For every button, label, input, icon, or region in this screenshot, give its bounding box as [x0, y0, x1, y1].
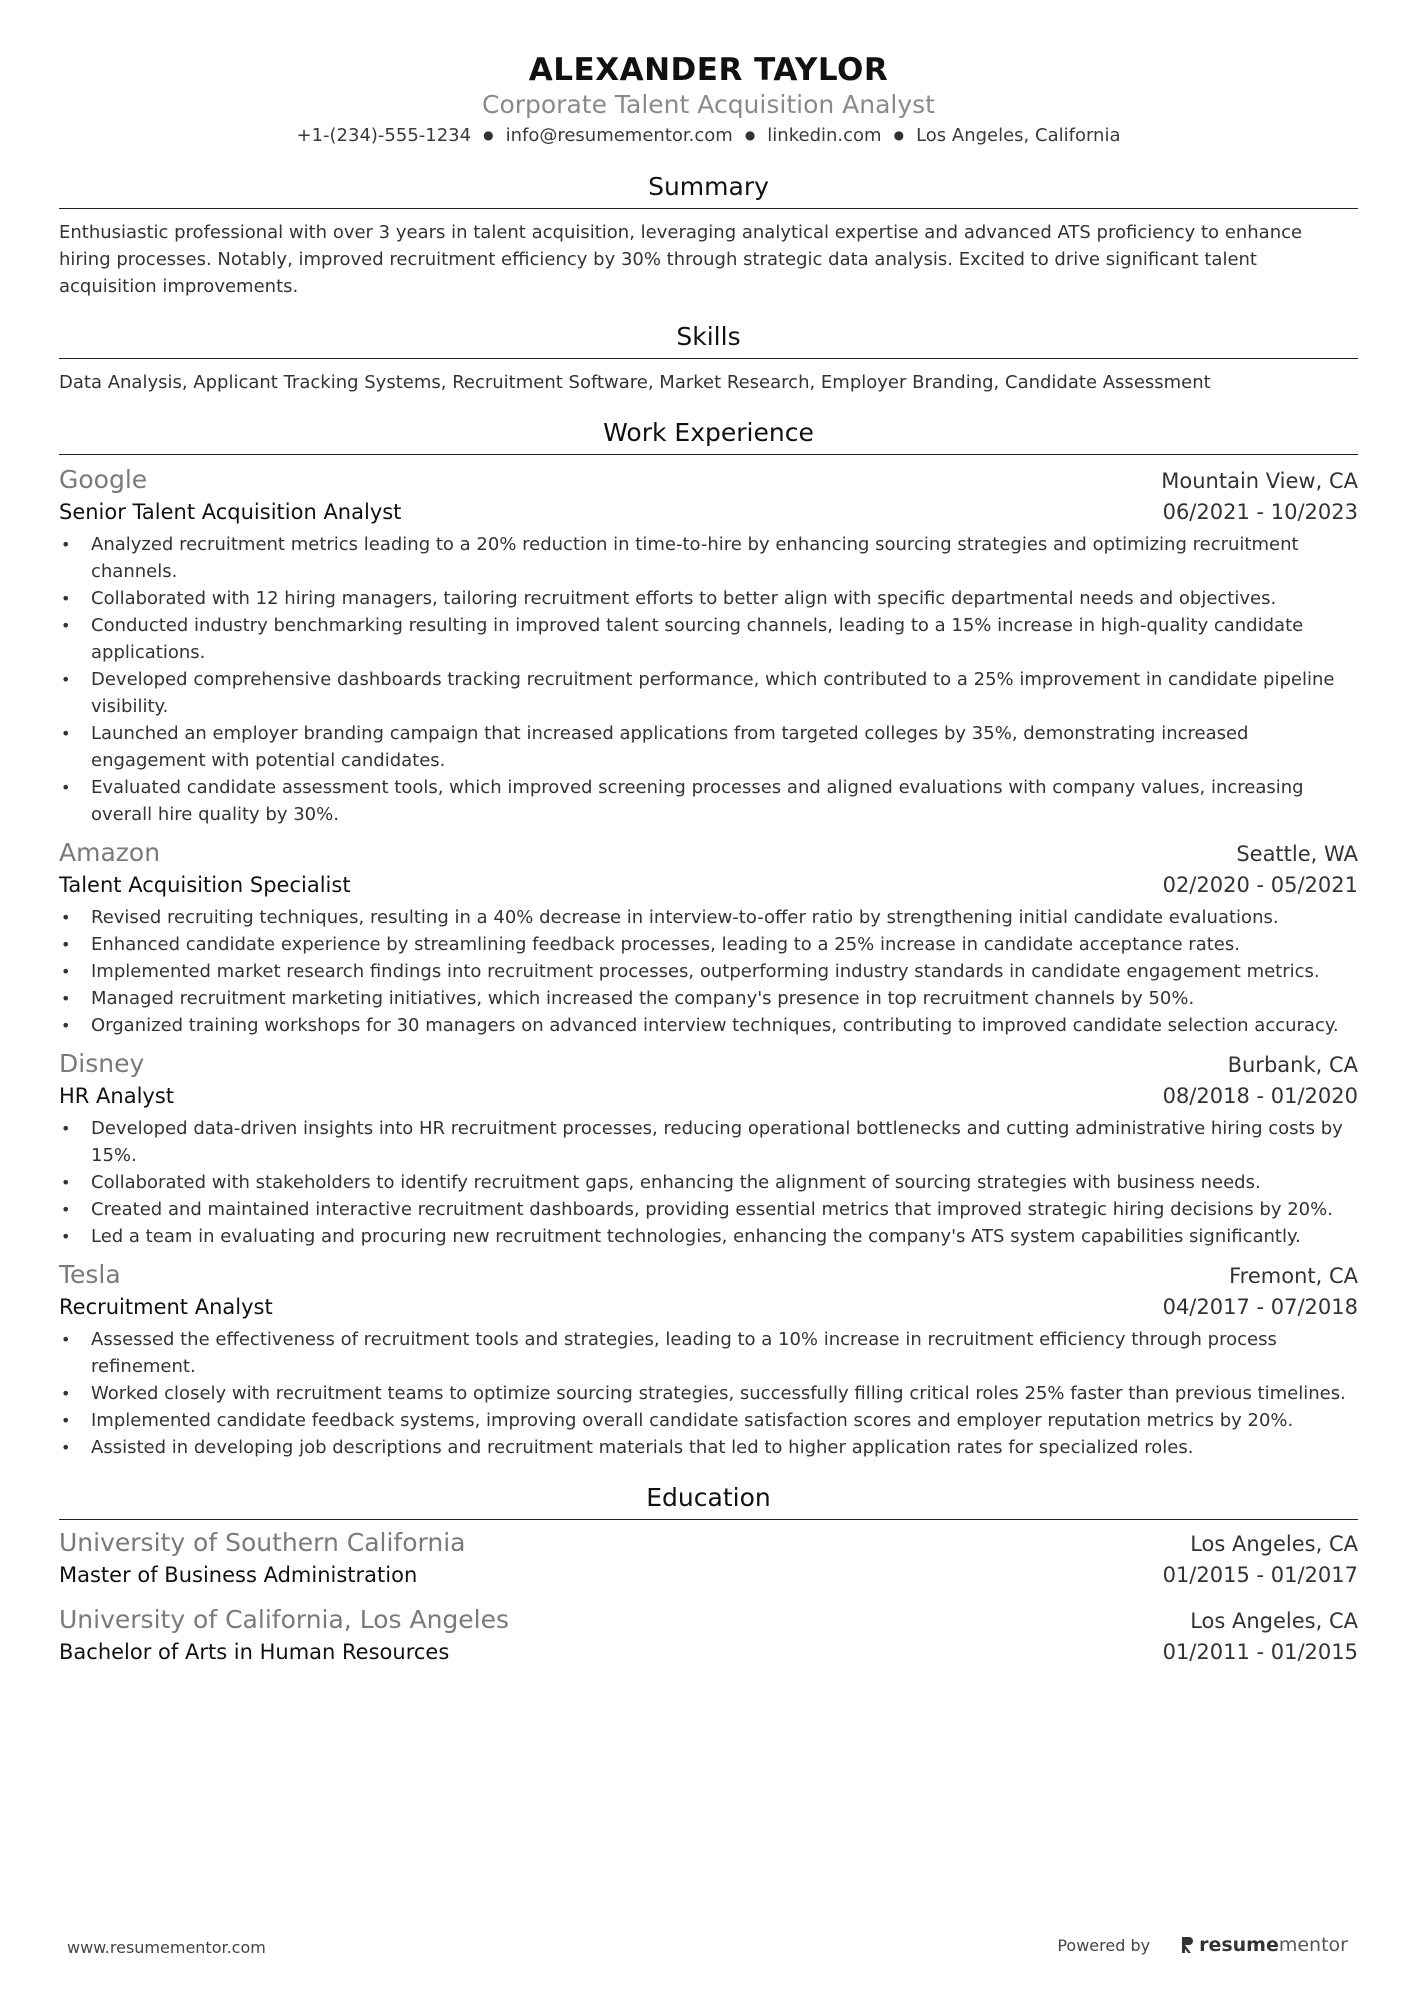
job-bullet: • Organized training workshops for 30 managers on advanced interview techniques, contributing to improved candidate selection accuracy.	[59, 1012, 1358, 1039]
education-degree: Master of Business Administration	[59, 1563, 418, 1587]
job-bullet: • Collaborated with stakeholders to identify recruitment gaps, enhancing the alignment of sourcing strategies with business needs.	[59, 1169, 1358, 1196]
education-dates: 01/2011 - 01/2015	[1162, 1640, 1358, 1664]
education-entry	[59, 1603, 1358, 1668]
job-bullet: • Worked closely with recruitment teams to optimize sourcing strategies, successfully filling critical roles 25% faster than previous timelines.	[59, 1380, 1358, 1407]
contact-line	[59, 121, 1358, 150]
powered-by-label: Powered by	[1057, 1935, 1151, 1955]
job-bullet: • Managed recruitment marketing initiatives, which increased the company's presence in top recruitment channels by 50%.	[59, 985, 1358, 1012]
job-bullet: • Enhanced candidate experience by streamlining feedback processes, leading to a 25% increase in candidate acceptance rates.	[59, 931, 1358, 958]
job-bullet: • Revised recruiting techniques, resulting in a 40% decrease in interview-to-offer ratio by strengthening initial candidate evaluations.	[59, 904, 1358, 931]
education-heading: Education	[59, 1481, 1358, 1520]
job-role: Talent Acquisition Specialist	[59, 873, 351, 897]
job-entry	[59, 1047, 1358, 1250]
resume-header	[59, 52, 1358, 150]
bullet-separator: ●	[483, 128, 494, 142]
skills-heading: Skills	[59, 320, 1358, 359]
education-location: Los Angeles, CA	[1190, 1609, 1358, 1633]
job-bullets	[59, 1115, 1358, 1250]
experience-section	[59, 416, 1358, 1461]
skills-section	[59, 320, 1358, 396]
skills-text: Data Analysis, Applicant Tracking Systems, Recruitment Software, Market Research, Employer Branding, Candidate Assessment	[59, 372, 1211, 393]
bullet-separator: ●	[893, 128, 905, 142]
education-entry	[59, 1526, 1358, 1591]
job-bullets	[59, 1326, 1358, 1461]
job-bullet: • Assisted in developing job descriptions and recruitment materials that led to higher application rates for specialized roles.	[59, 1434, 1358, 1461]
summary-heading: Summary	[59, 170, 1358, 209]
education-school: University of Southern California	[59, 1528, 466, 1557]
candidate-name: ALEXANDER TAYLOR	[528, 52, 889, 88]
job-entry	[59, 1258, 1358, 1461]
job-location: Seattle, WA	[1236, 842, 1358, 866]
job-bullets	[59, 904, 1358, 1039]
job-location: Burbank, CA	[1227, 1053, 1358, 1077]
job-location: Mountain View, CA	[1161, 469, 1358, 493]
education-dates: 01/2015 - 01/2017	[1162, 1563, 1358, 1587]
job-bullet: • Developed comprehensive dashboards tracking recruitment performance, which contributed to a 25% improvement in candidate pipeline visibility.	[59, 666, 1358, 720]
job-bullet: • Conducted industry benchmarking resulting in improved talent sourcing channels, leading to a 15% increase in high-quality candidate applications.	[59, 612, 1358, 666]
resumementor-logo-icon	[1180, 1935, 1194, 1955]
job-company: Google	[59, 465, 148, 494]
education-degree: Bachelor of Arts in Human Resources	[59, 1640, 450, 1664]
education-location: Los Angeles, CA	[1190, 1532, 1358, 1556]
job-bullet: • Developed data-driven insights into HR recruitment processes, reducing operational bottlenecks and cutting administrative hiring costs by 15%.	[59, 1115, 1358, 1169]
job-dates: 02/2020 - 05/2021	[1162, 873, 1358, 897]
job-bullet: • Launched an employer branding campaign that increased applications from targeted colleges by 35%, demonstrating increased engagement with potential candidates.	[59, 720, 1358, 774]
resume-page	[59, 52, 1358, 1668]
contact-linkedin[interactable]: linkedin.com	[767, 125, 882, 146]
job-role: HR Analyst	[59, 1084, 175, 1108]
summary-text: Enthusiastic professional with over 3 years in talent acquisition, leveraging analytical expertise and advanced ATS proficiency to enhance hiring processes. Notably, improved recruitment efficiency by 30% through strategic data analysis. Excited to drive significant talent acquisition improvements.	[59, 222, 1303, 297]
job-location: Fremont, CA	[1229, 1264, 1358, 1288]
job-dates: 08/2018 - 01/2020	[1162, 1084, 1358, 1108]
job-dates: 06/2021 - 10/2023	[1162, 500, 1358, 524]
candidate-title: Corporate Talent Acquisition Analyst	[481, 90, 935, 119]
job-bullet: • Created and maintained interactive recruitment dashboards, providing essential metrics that improved strategic hiring decisions by 20%.	[59, 1196, 1358, 1223]
job-role: Recruitment Analyst	[59, 1295, 273, 1319]
job-bullet: • Implemented candidate feedback systems, improving overall candidate satisfaction scores and employer reputation metrics by 20%.	[59, 1407, 1358, 1434]
contact-email[interactable]: info@resumementor.com	[505, 125, 733, 146]
education-section	[59, 1481, 1358, 1668]
job-bullet: • Collaborated with 12 hiring managers, tailoring recruitment efforts to better align with specific departmental needs and objectives.	[59, 585, 1358, 612]
footer-website[interactable]: www.resumementor.com	[67, 1938, 266, 1957]
job-entry	[59, 463, 1358, 828]
job-bullet: • Implemented market research findings into recruitment processes, outperforming industry standards in candidate engagement metrics.	[59, 958, 1358, 985]
job-entry	[59, 836, 1358, 1039]
footer-branding	[1057, 1934, 1348, 1956]
job-company: Tesla	[59, 1260, 121, 1289]
resumementor-logo[interactable]	[1180, 1934, 1348, 1956]
education-school: University of California, Los Angeles	[59, 1605, 510, 1634]
job-bullet: • Analyzed recruitment metrics leading to a 20% reduction in time-to-hire by enhancing sourcing strategies and optimizing recruitment channels.	[59, 531, 1358, 585]
brand-text-light: mentor	[1278, 1934, 1348, 1956]
job-bullet: • Assessed the effectiveness of recruitment tools and strategies, leading to a 10% increase in recruitment efficiency through process refinement.	[59, 1326, 1358, 1380]
bullet-separator: ●	[744, 128, 756, 142]
job-dates: 04/2017 - 07/2018	[1162, 1295, 1358, 1319]
contact-phone: +1-(234)-555-1234	[296, 125, 472, 146]
contact-location: Los Angeles, California	[916, 125, 1121, 146]
job-company: Amazon	[59, 838, 161, 867]
job-company: Disney	[59, 1049, 145, 1078]
job-bullet: • Led a team in evaluating and procuring new recruitment technologies, enhancing the company's ATS system capabilities significantly.	[59, 1223, 1358, 1250]
job-bullets	[59, 531, 1358, 828]
brand-text-bold: resume	[1199, 1934, 1279, 1956]
job-role: Senior Talent Acquisition Analyst	[59, 500, 402, 524]
experience-heading: Work Experience	[59, 416, 1358, 455]
job-bullet: • Evaluated candidate assessment tools, which improved screening processes and aligned evaluations with company values, increasing overall hire quality by 30%.	[59, 774, 1358, 828]
summary-section	[59, 170, 1358, 300]
